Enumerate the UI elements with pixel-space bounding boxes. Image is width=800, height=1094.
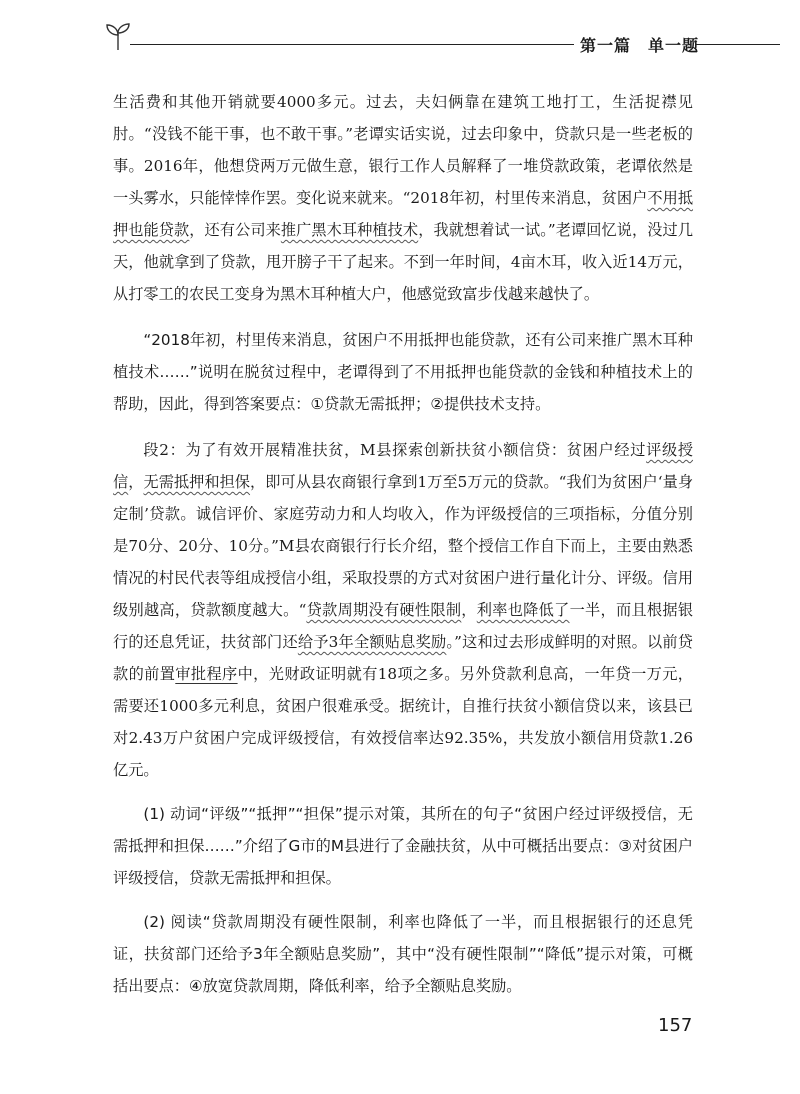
text-run: 中，光财政证明就有18项之多。另外贷款利息高，一年贷一万元，需要还1000多元利息，贫困户很难承受。据统计，自推行扶贫小额信贷以来，该县已对2.43万户贫困户完成评级授信，有效授信率达92.35%，共发放小额信用贷款1.26亿元。 xyxy=(113,665,693,779)
segment-2-paragraph xyxy=(113,434,693,786)
header-rule-right xyxy=(696,44,780,45)
underlined-phrase: 审批程序 xyxy=(175,665,238,683)
sprout-icon xyxy=(104,22,132,52)
text-run: 一半，而且根据银行的还息凭证，扶贫部门还 xyxy=(113,601,694,651)
text-run: ，我就想着试一试。”老谭回忆说，没过几天，他就拿到了贷款，甩开膀子干了起来。不到一年时间，4亩木耳，收入近14万元，从打零工的农民工变身为黑木耳种植大户，他感觉致富步伐越来越快了。 xyxy=(113,221,694,303)
text-run: ， xyxy=(461,601,477,619)
wavy-underlined-phrase: 贷款周期没有硬性限制 xyxy=(306,601,462,619)
wavy-underlined-phrase: 利率也降低了 xyxy=(476,601,570,619)
wavy-underlined-phrase: 不用抵押也能贷款 xyxy=(113,189,694,239)
wavy-underlined-phrase: 推广黑木耳种植技术 xyxy=(280,221,419,239)
analysis-paragraph-1: “2018年初，村里传来消息，贫困户不用抵押也能贷款，还有公司来推广黑木耳种植技术……”说明在脱贫过程中，老谭得到了不用抵押也能贷款的金钱和种植技术上的帮助，因此，得到答案要点：①贷款无需抵押；②提供技术支持。 xyxy=(113,331,693,413)
text-run: 段2：为了有效开展精准扶贫，M县探索创新扶贫小额信贷：贫困户经过 xyxy=(143,441,647,459)
wavy-underlined-phrase: 给予3年全额贴息奖励 xyxy=(297,633,447,651)
story-paragraph xyxy=(113,86,693,310)
wavy-underlined-phrase: 评级授信 xyxy=(113,441,694,491)
wavy-underlined-phrase: 无需抵押和担保 xyxy=(143,473,251,491)
analysis-paragraph-2: (1) 动词“评级”“抵押”“担保”提示对策，其所在的句子“贫困户经过评级授信，无需抵押和担保……”介绍了G市的M县进行了金融扶贫，从中可概括出要点：③对贫困户评级授信，贷款无需抵押和担保。 xyxy=(113,805,693,887)
text-run: ， xyxy=(128,473,144,491)
text-run: ，即可从县农商银行拿到1万至5万元的贷款。“我们为贫困户‘量身定制’贷款。诚信评价、家庭劳动力和人均收入，作为评级授信的三项指标，分值分别是70分、20分、10分。”M县农商银行行长介绍，整个授信工作自下而上，主要由熟悉情况的村民代表等组成授信小组，采取投票的方式对贫困户进行量化计分、评级。信用级别越高，贷款额度越大。“ xyxy=(113,473,694,619)
page-header xyxy=(0,0,800,70)
text-run: 。”这和过去形成鲜明的对照。以前贷款的前置 xyxy=(113,633,693,683)
page-number: 157 xyxy=(658,1015,693,1036)
analysis-paragraph-3: (2) 阅读“贷款周期没有硬性限制，利率也降低了一半，而且根据银行的还息凭证，扶贫部门还给予3年全额贴息奖励”，其中“没有硬性限制”“降低”提示对策，可概括出要点：④放宽贷款周期，降低利率，给予全额贴息奖励。 xyxy=(113,913,693,995)
section-label: 第一篇 单一题 xyxy=(580,36,700,55)
text-run: ，还有公司来 xyxy=(189,221,281,239)
text-run: 生活费和其他开销就要4000多元。过去，夫妇俩靠在建筑工地打工，生活捉襟见肘。“没钱不能干事，也不敢干事。”老谭实话实说，过去印象中，贷款只是一些老板的事。2016年，他想贷两万元做生意，银行工作人员解释了一堆贷款政策，老谭依然是一头雾水，只能悻悻作罢。变化说来就来。“2018年初，村里传来消息，贫困户 xyxy=(113,93,693,207)
page-content xyxy=(113,86,693,1002)
header-rule-left xyxy=(130,44,574,45)
